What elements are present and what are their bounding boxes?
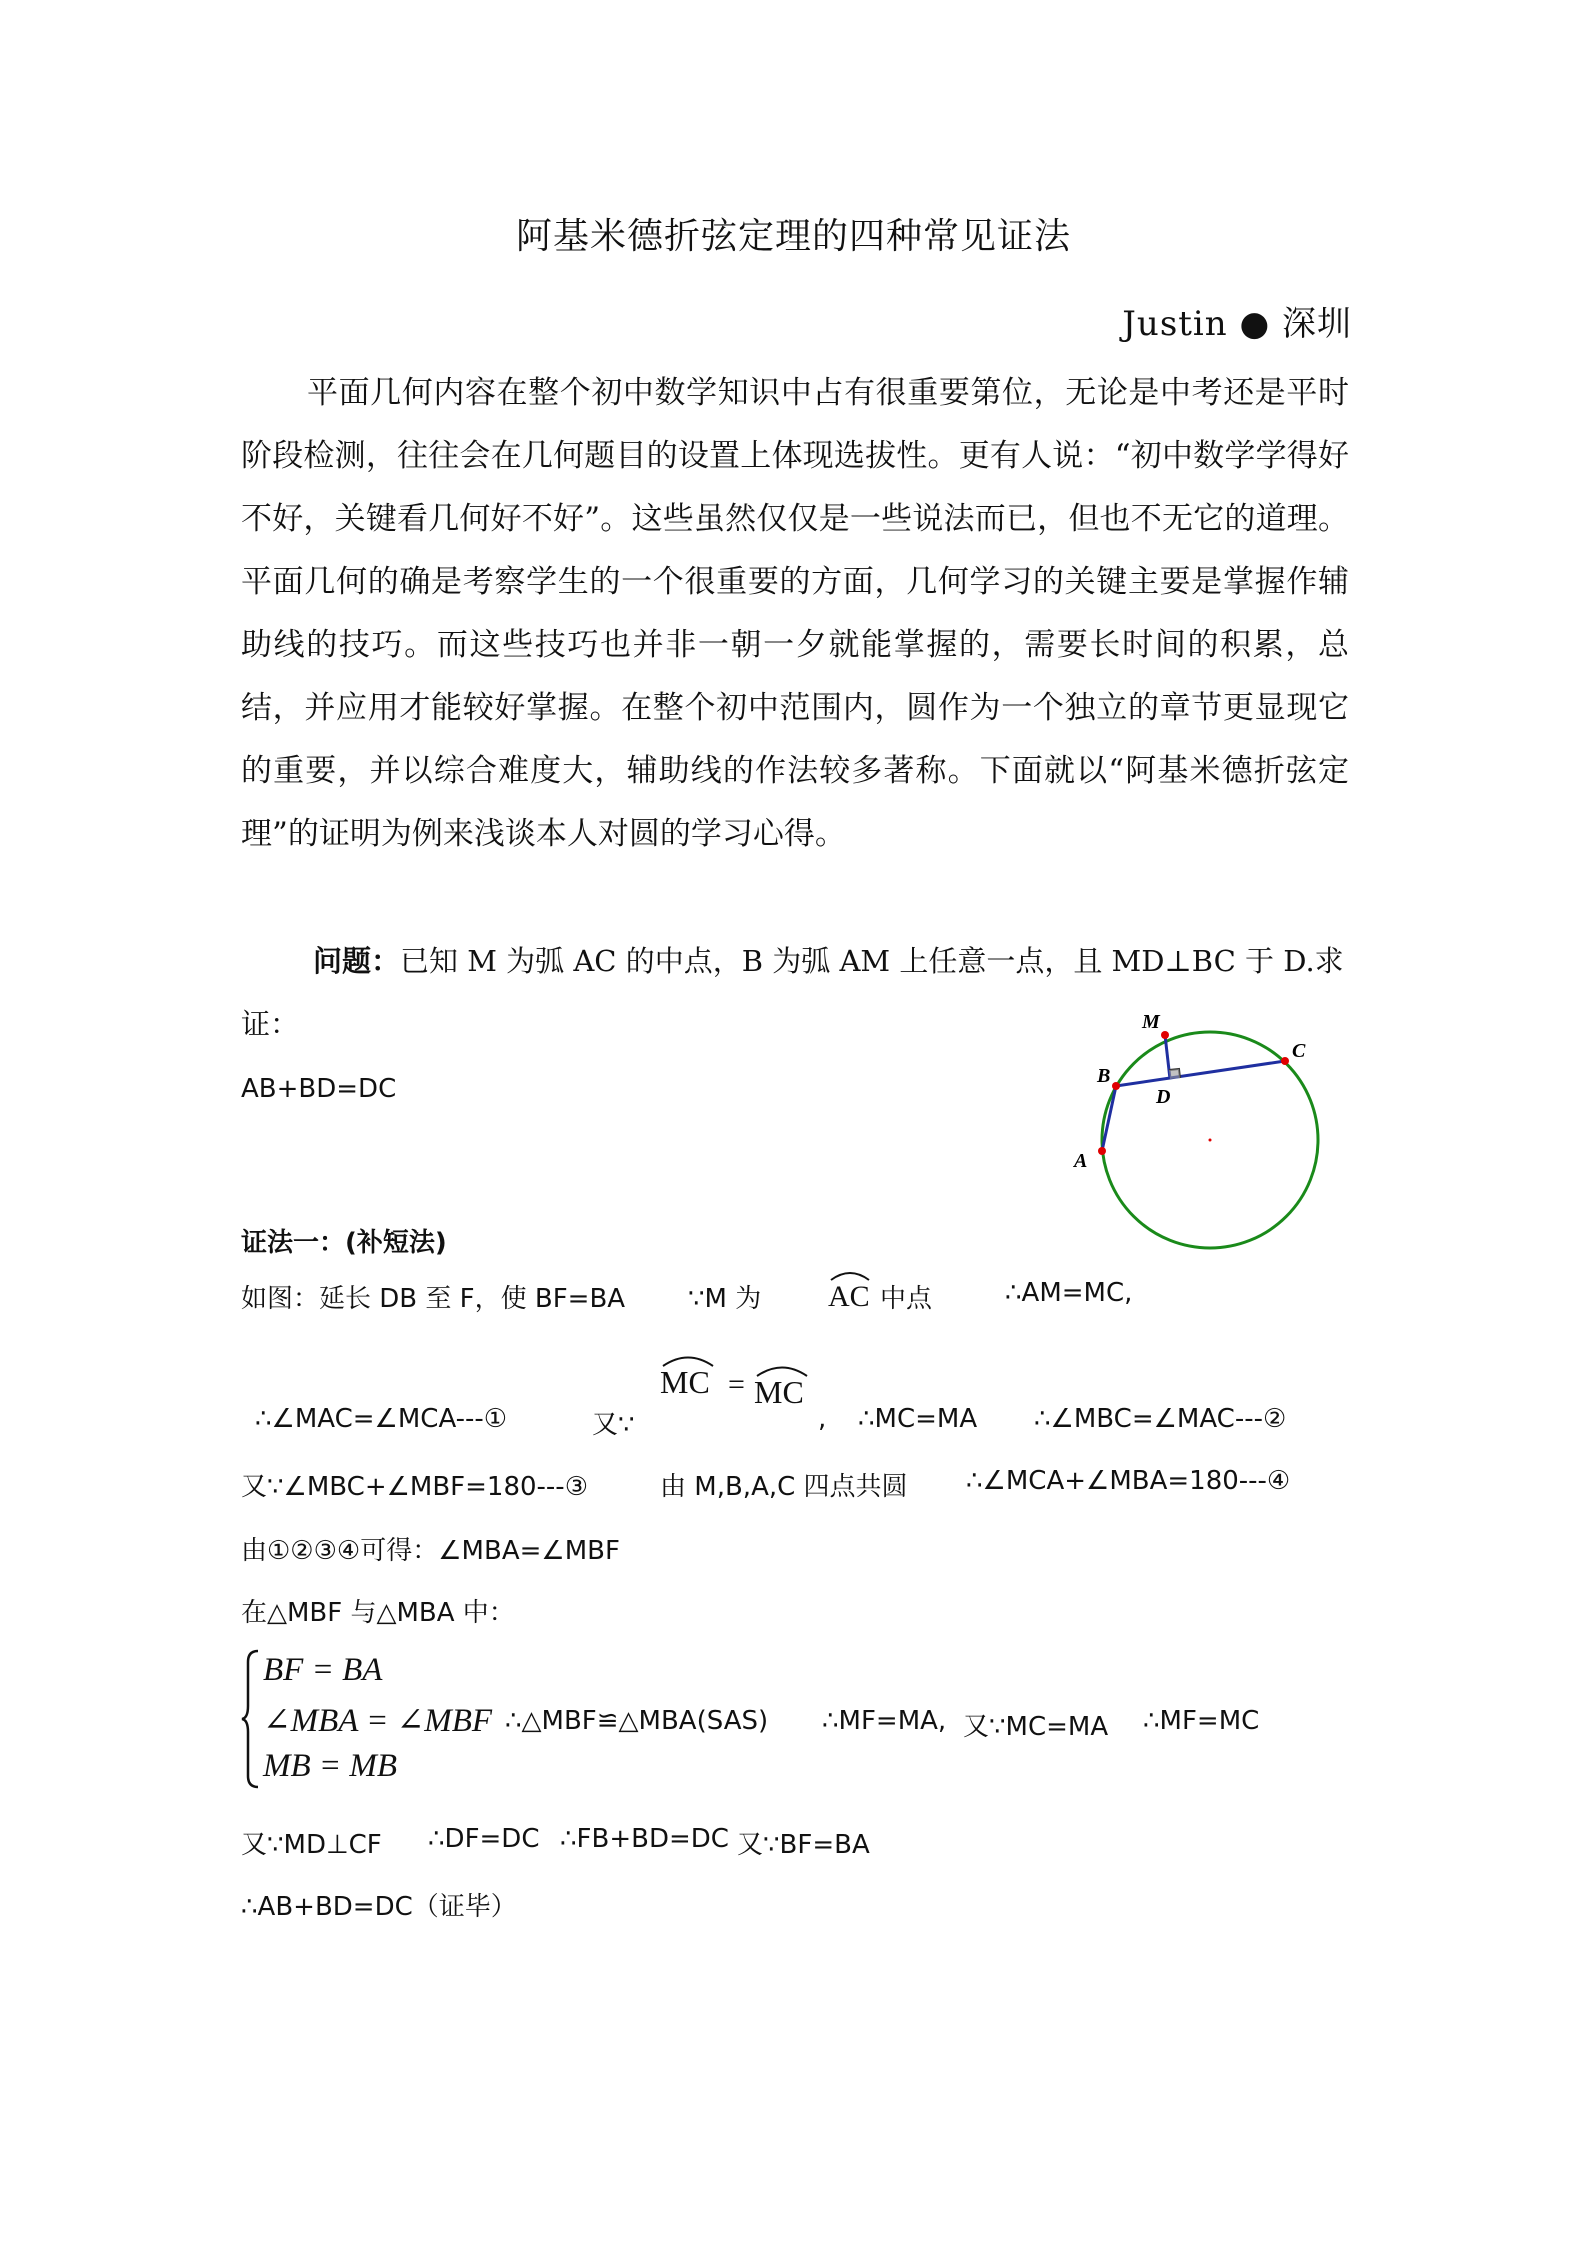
arc-mark-icon <box>754 1362 810 1378</box>
document-title: 阿基米德折弦定理的四种常见证法 <box>515 216 1071 257</box>
point-c <box>1281 1057 1289 1065</box>
proof1-line7-c: ∴FB+BD=DC <box>560 1824 729 1854</box>
proof1-line3-b: 由 M,B,A,C 四点共圆 <box>660 1472 908 1502</box>
center-o <box>1209 1139 1212 1142</box>
arc-mc-2 <box>754 1362 804 1411</box>
proof1-heading: 证法一：(补短法) <box>241 1228 447 1258</box>
arc-ac <box>828 1268 870 1314</box>
label-b: B <box>1097 1065 1111 1087</box>
point-a <box>1098 1147 1106 1155</box>
proof1-line8: ∴AB+BD=DC（证毕） <box>241 1892 517 1922</box>
arc-ac-label: AC <box>828 1280 870 1313</box>
proof1-line2-b: 又∵ <box>592 1410 635 1440</box>
label-m: M <box>1142 1011 1160 1033</box>
proof1-line7-b: ∴DF=DC <box>428 1824 540 1854</box>
geometry-figure <box>1060 1000 1350 1270</box>
arc-mc-1 <box>660 1352 710 1401</box>
proof1-line7-a: 又∵MD⊥CF <box>241 1830 382 1860</box>
arc-mc-2-label: MC <box>754 1374 804 1410</box>
proof1-line3-c: ∴∠MCA+∠MBA=180---④ <box>966 1466 1291 1496</box>
proof1-line1-c: 中点 <box>880 1284 933 1314</box>
proof1-line5: 在△MBF 与△MBA 中： <box>241 1598 515 1628</box>
problem-label: 问题： <box>313 944 401 978</box>
proof1-line6-a: ∴△MBF≌△MBA(SAS) <box>505 1706 769 1736</box>
proof1-line6-b: ∴MF=MA, <box>822 1706 947 1736</box>
proof1-line4: 由①②③④可得：∠MBA=∠MBF <box>241 1536 620 1566</box>
problem-text: 已知 M 为弧 AC 的中点，B 为弧 AM 上任意一点，且 MD⊥BC 于 D.求证： <box>241 944 1344 1041</box>
arc-mark-icon <box>828 1268 872 1282</box>
proof1-line1-a: 如图：延长 DB 至 F，使 BF=BA <box>241 1284 626 1314</box>
arc-equal-sign: = <box>728 1368 745 1401</box>
label-a: A <box>1074 1150 1088 1172</box>
point-b <box>1112 1082 1120 1090</box>
proof1-line1-d: ∴AM=MC, <box>1005 1278 1133 1308</box>
brace-row-2: ∠MBA = ∠MBF <box>263 1703 493 1739</box>
point-m <box>1161 1031 1169 1039</box>
proof1-line6-c: 又∵MC=MA <box>963 1712 1109 1742</box>
proof1-line2-e: ∴∠MBC=∠MAC---② <box>1034 1404 1287 1434</box>
label-c: C <box>1292 1040 1306 1062</box>
proof1-line2-c: , <box>818 1404 827 1434</box>
label-d: D <box>1156 1086 1171 1108</box>
proof1-line1-b: ∵M 为 <box>688 1284 762 1314</box>
author-line: Justin ● 深圳 <box>1122 304 1352 344</box>
brace-row-1: BF = BA <box>263 1652 383 1688</box>
chord-bc <box>1116 1061 1285 1086</box>
proof1-line3-a: 又∵∠MBC+∠MBF=180---③ <box>241 1472 589 1502</box>
arc-mark-icon <box>660 1352 716 1368</box>
right-angle-fill <box>1169 1069 1180 1079</box>
proof1-line7-d: 又∵BF=BA <box>737 1830 870 1860</box>
proof1-line2-d: ∴MC=MA <box>858 1404 978 1434</box>
proof1-line6-d: ∴MF=MC <box>1143 1706 1260 1736</box>
brace-row-3: MB = MB <box>263 1748 398 1784</box>
intro-paragraph: 平面几何内容在整个初中数学知识中占有很重要第位，无论是中考还是平时阶段检测，往往会在几何题目的设置上体现选拔性。更有人说：“初中数学学得好不好，关键看几何好不好”。这些虽然仅仅是一些说法而已，但也不无它的道理。平面几何的确是考察学生的一个很重要的方面，几何学习的关键主要是掌握作辅助线的技巧。而这些技巧也并非一朝一夕就能掌握的，需要长时间的积累，总结，并应用才能较好掌握。在整个初中范围内，圆作为一个独立的章节更显现它的重要，并以综合难度大，辅助线的作法较多著称。下面就以“阿基米德折弦定理”的证明为例来浅谈本人对圆的学习心得。 <box>241 375 1349 852</box>
proof1-line2-a: ∴∠MAC=∠MCA---① <box>255 1404 508 1434</box>
arc-mc-1-label: MC <box>660 1364 710 1400</box>
problem-goal: AB+BD=DC <box>241 1074 397 1104</box>
left-brace-icon <box>240 1648 262 1790</box>
